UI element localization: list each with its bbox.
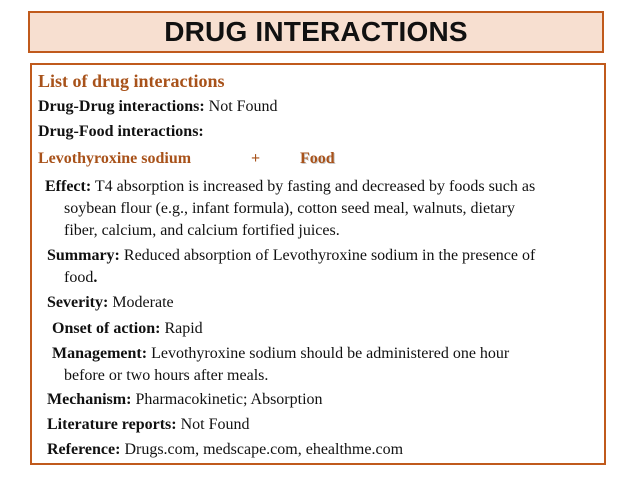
mechanism-label: Mechanism: xyxy=(47,391,132,408)
drug-food-label: Drug-Food interactions: xyxy=(38,123,204,140)
section-heading: List of drug interactions xyxy=(38,71,225,91)
reference-label: Reference: xyxy=(47,441,121,458)
summary-label: Summary: xyxy=(47,247,120,264)
food-name: Food xyxy=(300,150,335,167)
effect-line-1 xyxy=(45,178,535,196)
onset-value: Rapid xyxy=(160,320,203,337)
literature-value: Not Found xyxy=(176,416,250,433)
summary-text-1: Reduced absorption of Levothyroxine sodium in the presence of xyxy=(119,247,536,264)
effect-text-2: soybean flour (e.g., infant formula), cotton seed meal, walnuts, dietary xyxy=(64,200,515,217)
effect-text-1: T4 absorption is increased by fasting and decreased by foods such as xyxy=(91,178,536,195)
summary-end: . xyxy=(93,269,98,286)
mechanism-row xyxy=(47,391,323,409)
summary-text-2: food xyxy=(64,269,94,286)
content-panel xyxy=(30,63,606,465)
reference-row xyxy=(47,441,403,459)
management-line-1 xyxy=(52,345,509,363)
literature-row xyxy=(47,416,250,434)
reference-value: Drugs.com, medscape.com, ehealthme.com xyxy=(120,441,404,458)
drug-drug-label: Drug-Drug interactions: xyxy=(38,98,205,115)
summary-line-2 xyxy=(64,269,97,287)
severity-row xyxy=(47,294,174,312)
page-title: DRUG INTERACTIONS xyxy=(164,16,468,47)
effect-text-3: fiber, calcium, and calcium fortified juices. xyxy=(64,222,340,239)
management-text-2: before or two hours after meals. xyxy=(64,367,269,384)
management-text-1: Levothyroxine sodium should be administered one hour xyxy=(147,345,510,362)
severity-label: Severity: xyxy=(47,294,109,311)
drug-drug-value: Not Found xyxy=(204,98,278,115)
literature-label: Literature reports: xyxy=(47,416,177,433)
effect-label: Effect: xyxy=(45,178,92,195)
drug-name: Levothyroxine sodium xyxy=(38,150,192,167)
onset-label: Onset of action: xyxy=(52,320,161,337)
severity-value: Moderate xyxy=(108,294,174,311)
summary-line-1 xyxy=(47,247,535,265)
title-banner xyxy=(28,11,604,53)
management-label: Management: xyxy=(52,345,148,362)
drug-drug-row xyxy=(38,98,278,116)
onset-row xyxy=(52,320,203,338)
plus-sign: + xyxy=(251,150,261,167)
mechanism-value: Pharmacokinetic; Absorption xyxy=(131,391,323,408)
